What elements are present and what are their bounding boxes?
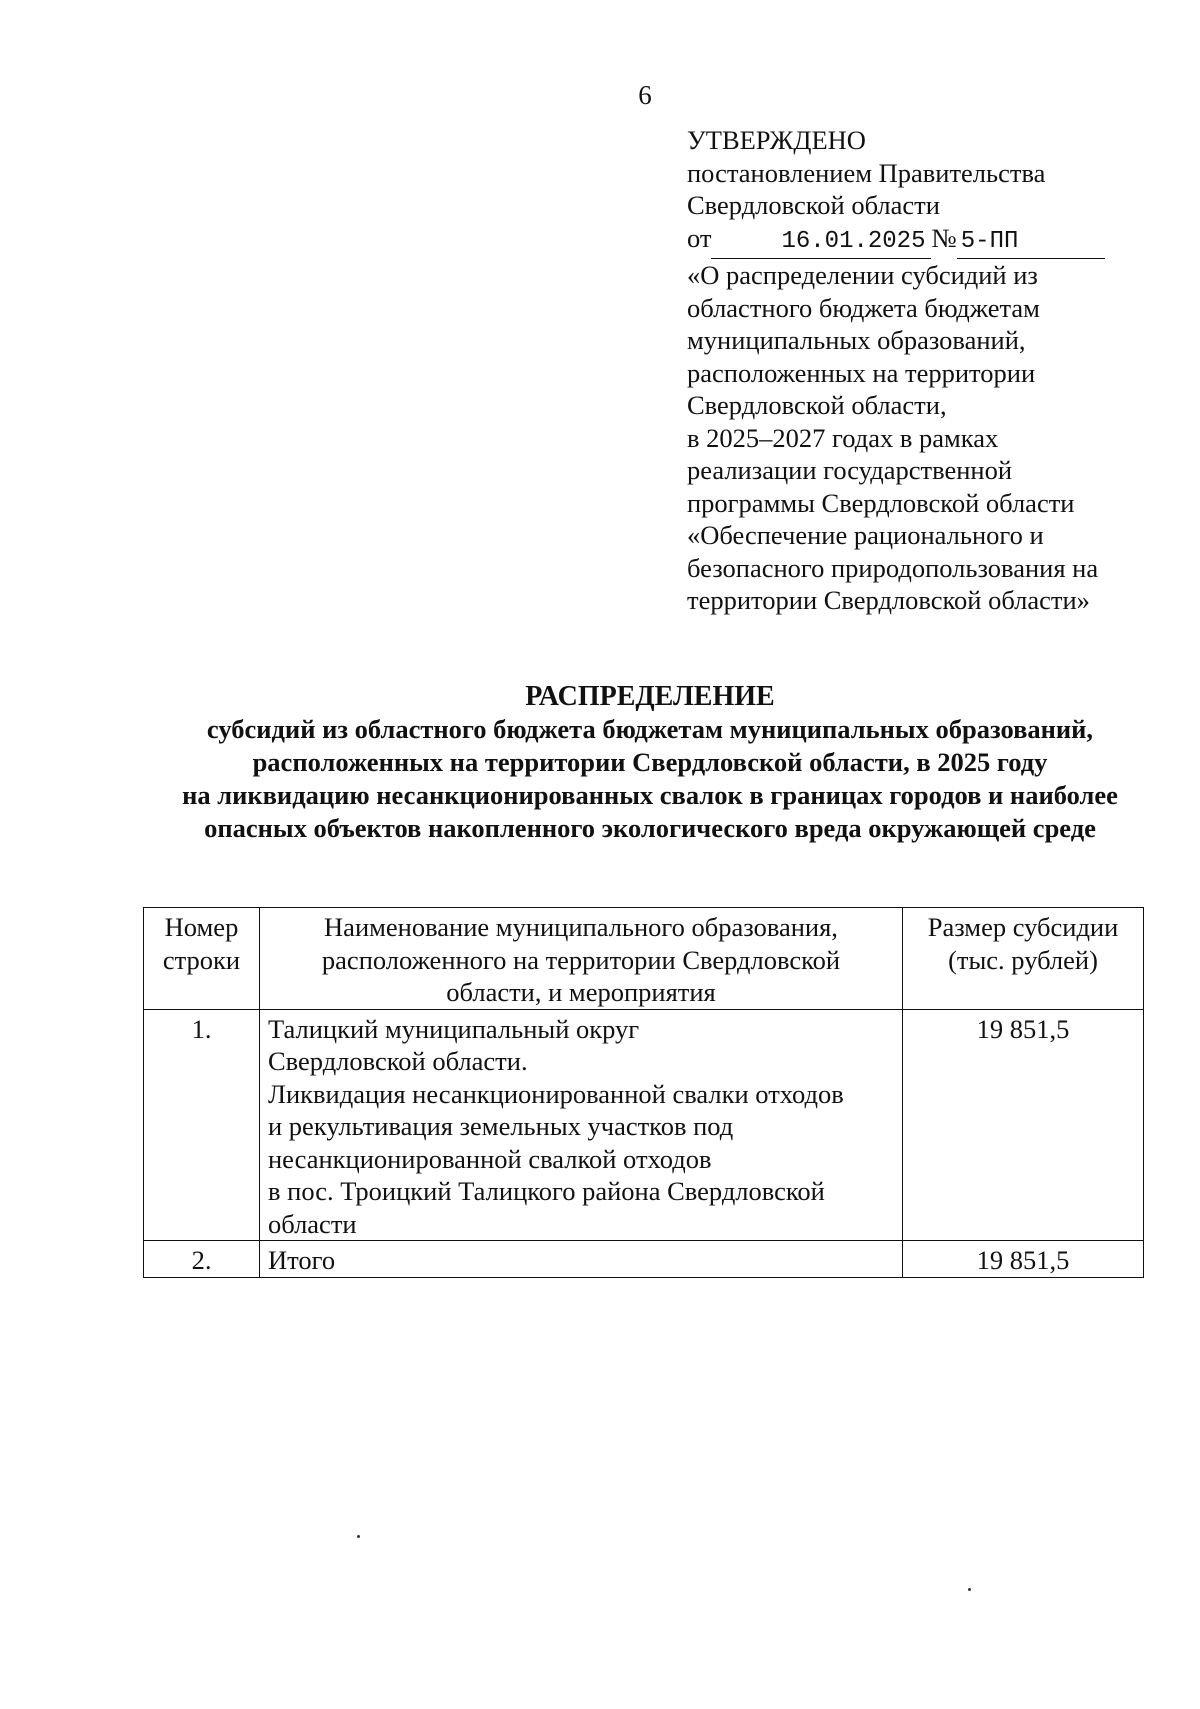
approval-title-line: в 2025–2027 годах в рамках	[687, 422, 999, 453]
header-amount: Размер субсидии (тыс. рублей)	[903, 908, 1144, 1010]
row-number: 2.	[144, 1241, 260, 1278]
table-header-row	[144, 908, 1144, 1010]
document-heading	[120, 680, 1180, 845]
header-municipality: Наименование муниципального образования, расположенного на территории Свердловской области, и мероприятия	[260, 908, 903, 1010]
table-row	[144, 1241, 1144, 1278]
page-number: 6	[638, 80, 652, 110]
approval-line-2: Свердловской области	[687, 190, 940, 220]
approval-title-line: «О распределении субсидий из	[687, 260, 1038, 290]
date-prefix: от	[687, 222, 712, 253]
approval-title-line: муниципальных образований,	[687, 325, 1026, 355]
approval-title-line: расположенных на территории	[687, 357, 1036, 388]
approval-title-line: областного бюджета бюджетам	[687, 292, 1040, 323]
approval-title-line: «Обеспечение рационального и	[687, 520, 1044, 550]
scan-speck	[357, 1535, 360, 1538]
heading-title: РАСПРЕДЕЛЕНИЕ	[525, 681, 775, 712]
approval-block	[687, 124, 1157, 617]
approval-title-line: территории Свердловской области»	[687, 585, 1090, 615]
approval-title-line: безопасного природопользования на	[687, 552, 1099, 583]
number-value: 5-ПП	[960, 227, 1019, 255]
number-field	[957, 222, 1105, 260]
approval-line-1: постановлением Правительства	[687, 157, 1046, 188]
header-row-number: Номер строки	[144, 908, 260, 1010]
distribution-table	[143, 907, 1144, 1278]
approval-title-line: программы Свердловской области	[687, 487, 1075, 518]
row-number: 1.	[144, 1009, 260, 1241]
heading-line: на ликвидацию несанкционированных свалок в границах городов и наиболее	[182, 780, 1118, 810]
heading-line: опасных объектов накопленного экологического вреда окружающей среде	[204, 813, 1096, 843]
table-row	[144, 1009, 1144, 1241]
row-name: Итого	[260, 1241, 903, 1278]
row-name: Талицкий муниципальный округ Свердловской области. Ликвидация несанкционированной свалки отходов и рекультивация земельных участков под несанкционированной свалкой отходов в пос. Троицкий Талицкого района Свердловской области	[260, 1009, 903, 1241]
heading-line: расположенных на территории Свердловской области, в 2025 году	[252, 747, 1048, 777]
approval-label: УТВЕРЖДЕНО	[687, 125, 866, 155]
number-prefix: №	[931, 222, 957, 253]
date-value: 16.01.2025	[781, 227, 926, 255]
row-amount: 19 851,5	[903, 1241, 1144, 1278]
row-amount: 19 851,5	[903, 1009, 1144, 1241]
approval-title-line: Свердловской области,	[687, 390, 947, 420]
heading-line: субсидий из областного бюджета бюджетам муниципальных образований,	[206, 714, 1094, 744]
date-field	[711, 222, 931, 260]
approval-title-line: реализации государственной	[687, 455, 1013, 485]
scan-speck	[968, 1588, 971, 1591]
approval-date-line	[687, 222, 1157, 260]
